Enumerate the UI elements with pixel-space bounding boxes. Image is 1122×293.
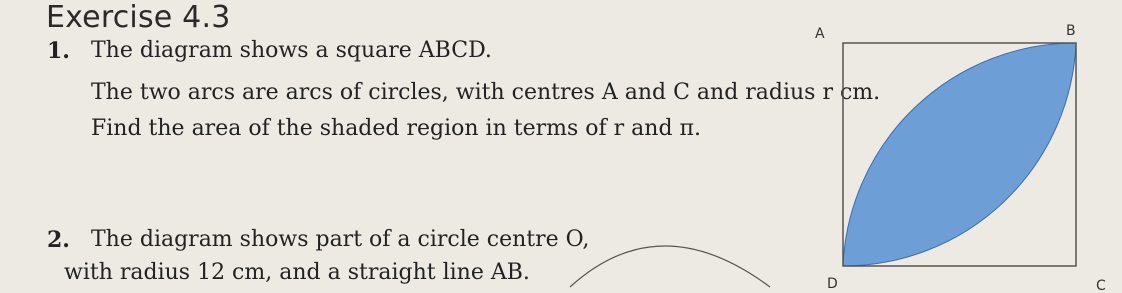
exercise-heading: Exercise 4.3 <box>46 0 231 35</box>
label-a: A <box>815 26 825 42</box>
question-1-line-1: The diagram shows a square ABCD. <box>91 38 492 63</box>
q2-circle-arc <box>570 246 770 287</box>
q2-circle-diagram <box>560 225 800 293</box>
shaded-region <box>843 43 1076 266</box>
question-1-line-2: The two arcs are arcs of circles, with centres A and C and radius r cm. <box>91 80 881 105</box>
question-2-line-1: The diagram shows part of a circle centre O, <box>91 227 590 252</box>
question-1-line-3: Find the area of the shaded region in terms of r and π. <box>91 116 701 141</box>
question-2-line-2: with radius 12 cm, and a straight line AB. <box>64 260 530 285</box>
label-b: B <box>1066 23 1076 39</box>
label-c: C <box>1096 278 1106 293</box>
question-1-number: 1. <box>47 38 70 64</box>
label-d: D <box>827 276 838 292</box>
square-abcd-diagram <box>800 20 1106 293</box>
question-2-number: 2. <box>47 227 70 253</box>
